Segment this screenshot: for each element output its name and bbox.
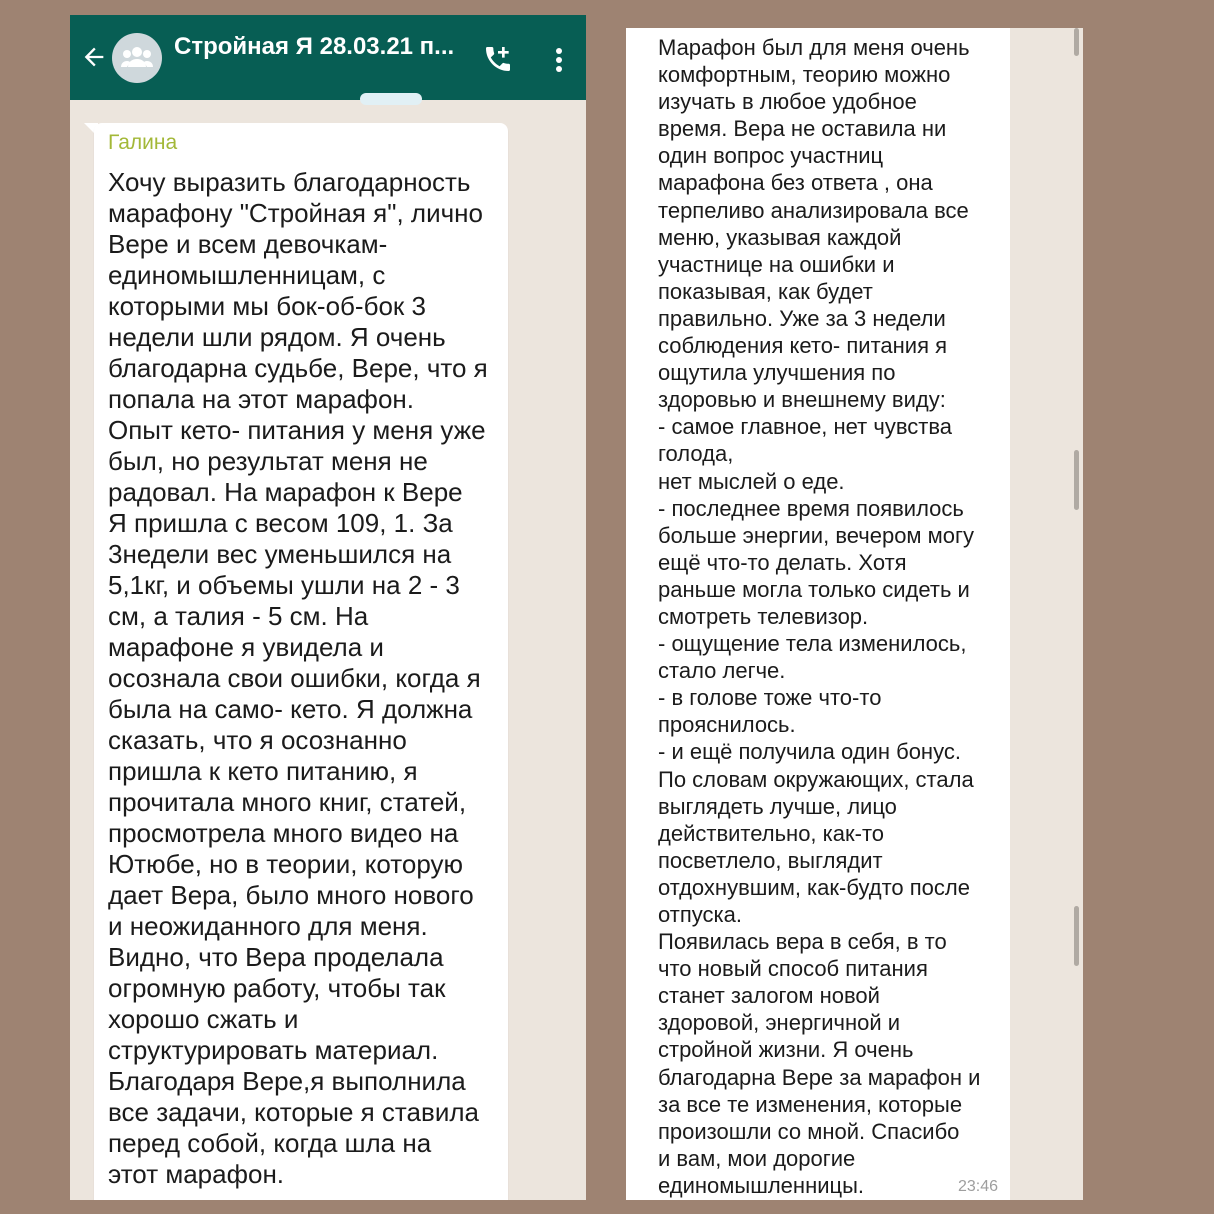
sender-name: Галина bbox=[108, 131, 178, 154]
message-time: 23:46 bbox=[958, 1178, 999, 1195]
add-call-icon[interactable] bbox=[482, 43, 514, 75]
message-text: Хочу выразить благодарность марафону "Стройная я", лично Вере и всем девочкам- единомышленницам, с которыми мы бок-об-бок 3 недели шли рядом. Я очень благодарна судьбе, Вере, что я попала на этот марафон. Опыт кето- питания у меня уже был, но результат меня не радовал. На марафон к Вере Я пришла с весом 109, 1. За 3недели вес уменьшился на 5,1кг, и объемы ушли на 2 - 3 см, а талия - 5 см. На марафоне я увидела и осознала свои ошибки, когда я была на само- кето. Я должна сказать, что я осознанно пришла к кето питанию, я прочитала много книг, статей, просмотрела много видео на Ютюбе, но в теории, которую дает Вера, было много нового и неожиданного для меня. Видно, что Вера проделала огромную работу, чтобы так хорошо сжать и структурировать материал. Благодаря Вере,я выполнила все задачи, которые я ставила перед собой, когда шла на этот марафон. bbox=[108, 167, 488, 1189]
back-arrow-icon[interactable] bbox=[80, 43, 108, 71]
chat-screenshot-right bbox=[626, 28, 1083, 1200]
chat-title[interactable]: Стройная Я 28.03.21 п... bbox=[174, 33, 455, 60]
scrollbar-thumb[interactable] bbox=[1074, 28, 1079, 56]
scrollbar-thumb[interactable] bbox=[1074, 450, 1079, 510]
chat-screenshot-left bbox=[70, 15, 586, 1200]
scrollbar-thumb[interactable] bbox=[1074, 906, 1079, 966]
date-chip bbox=[360, 93, 422, 105]
chat-header bbox=[70, 15, 586, 100]
more-vert-icon[interactable] bbox=[548, 45, 570, 75]
message-text: Марафон был для меня очень комфортным, теорию можно изучать в любое удобное время. Вера не оставила ни один вопрос участниц марафона без ответа , она терпеливо анализировала все меню, указывая каждой участнице на ошибки и показывая, как будет правильно. Уже за 3 недели соблюдения кето- питания я ощутила улучшения по здоровью и внешнему виду: - самое главное, нет чувства голода, нет мыслей о еде. - последнее время появилось больше энергии, вечером могу ещё что-то делать. Хотя раньше могла только сидеть и смотреть телевизор. - ощущение тела изменилось, стало легче. - в голове тоже что-то прояснилось. - и ещё получила один бонус. По словам окружающих, стала выглядеть лучше, лицо действительно, как-то посветлело, выглядит отдохнувшим, как-будто после отпуска. Появилась вера в себя, в то что новый способ питания станет залогом новой здоровой, энергичной и стройной жизни. Я очень благодарна Вере за марафон и за все те изменения, которые произошли со мной. Спасибо и вам, мои дорогие единомышленницы. bbox=[658, 35, 981, 1198]
group-avatar-icon[interactable] bbox=[112, 33, 162, 83]
